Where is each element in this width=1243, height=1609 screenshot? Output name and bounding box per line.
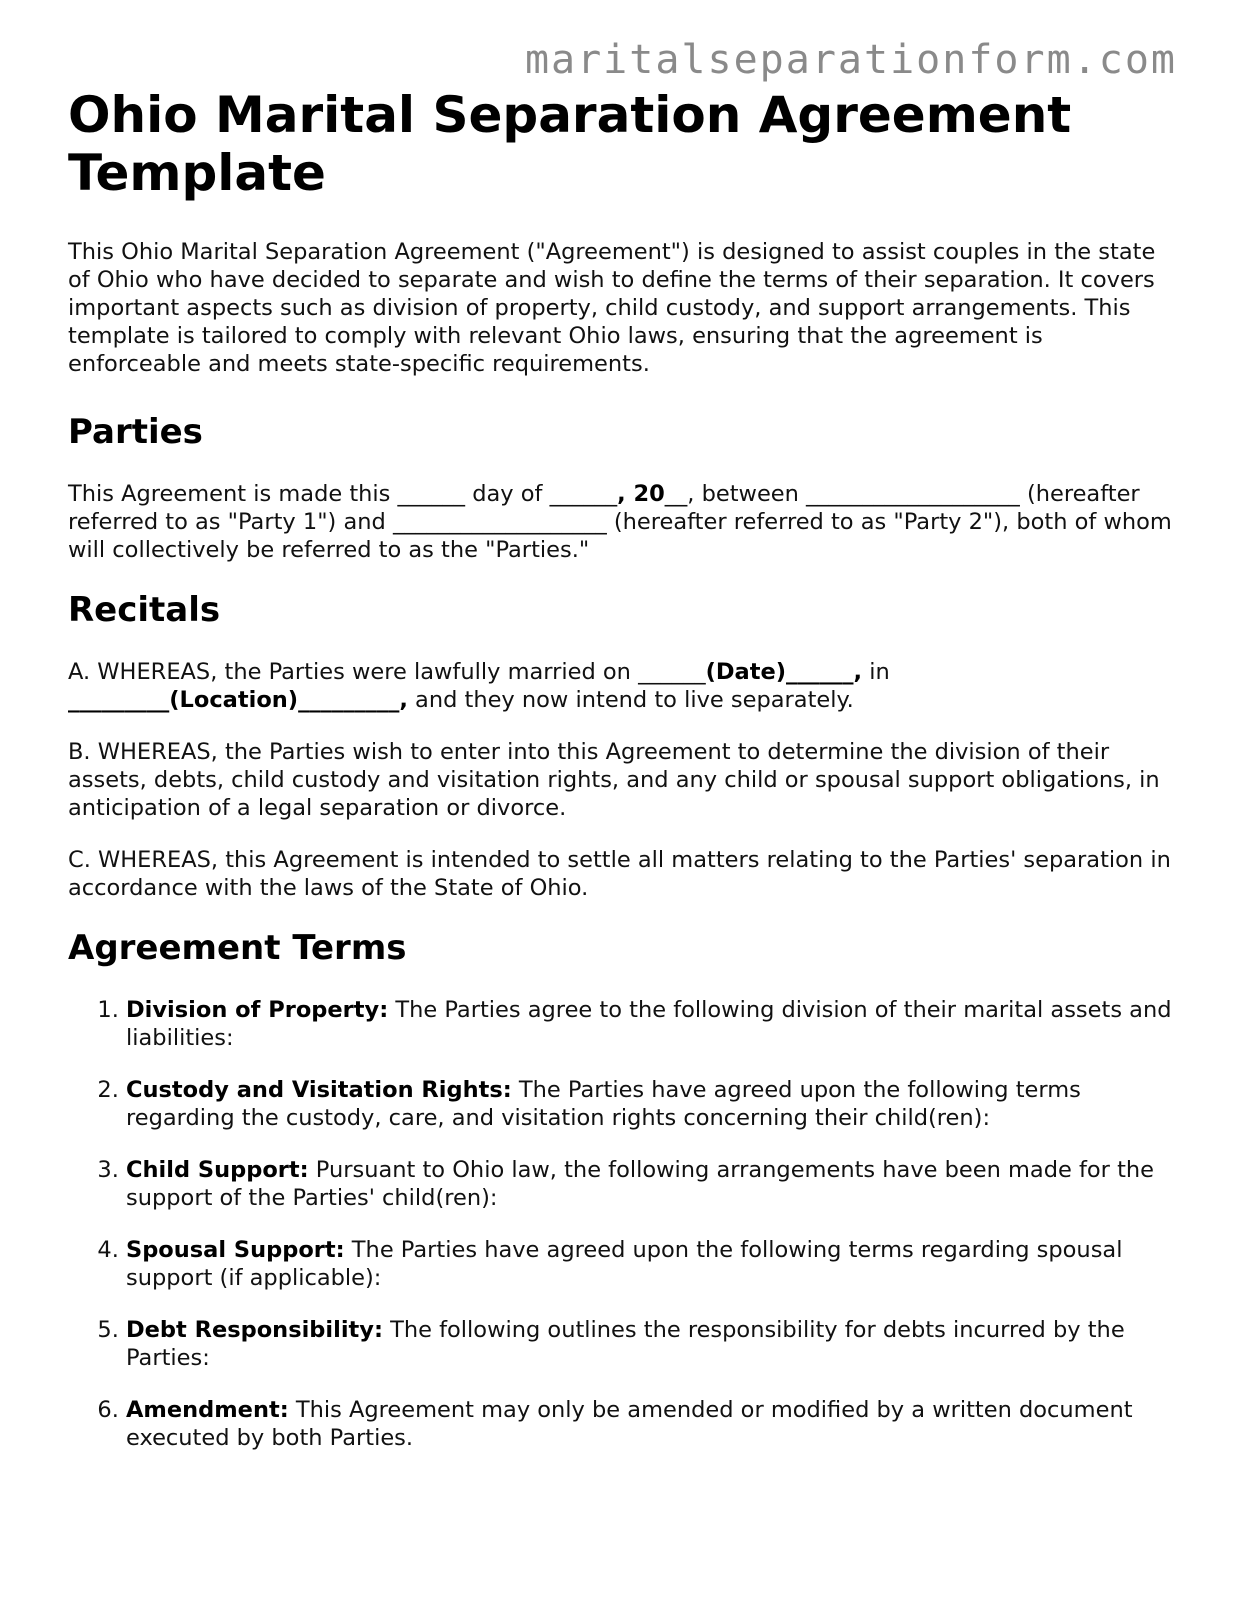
parties-text-2: __, between ___________________ (hereafter referred to as "Party 1") and ___________________ (hereafter referred to as "Party 2"), both of whom will collectively be referred to as the "Parties." xyxy=(68,481,1172,563)
intro-paragraph: This Ohio Marital Separation Agreement ("Agreement") is designed to assist couples in the state of Ohio who have decided to separate and wish to define the terms of their separation. It covers important aspects such as division of property, child custody, and support arrangements. This template is tailored to comply with relevant Ohio laws, ensuring that the agreement is enforceable and meets state-specific requirements. xyxy=(68,239,1156,377)
term-label: Division of Property: xyxy=(126,997,389,1023)
term-text: The Parties have agreed upon the following terms regarding spousal support (if applicable): xyxy=(126,1237,1123,1291)
recital-a xyxy=(68,658,1178,714)
agreement-terms-list xyxy=(68,996,1178,1452)
term-item-custody-visitation xyxy=(126,1076,1178,1132)
term-label: Child Support: xyxy=(126,1157,309,1183)
term-text: The Parties agree to the following division of their marital assets and liabilities: xyxy=(126,997,1172,1051)
term-item-child-support xyxy=(126,1156,1178,1212)
document-page xyxy=(68,86,1178,1476)
recital-a-date-bold: (Date)______, xyxy=(705,659,863,685)
agreement-terms-heading: Agreement Terms xyxy=(68,928,407,968)
recitals-heading: Recitals xyxy=(68,590,221,630)
term-text: This Agreement may only be amended or modified by a written document executed by both Parties. xyxy=(126,1397,1133,1451)
recital-b: B. WHEREAS, the Parties wish to enter into this Agreement to determine the division of their assets, debts, child custody and visitation rights, and any child or spousal support obligations, in anticipation of a legal separation or divorce. xyxy=(68,739,1160,821)
term-text: The following outlines the responsibility for debts incurred by the Parties: xyxy=(126,1317,1125,1371)
term-item-division-of-property xyxy=(126,996,1178,1052)
document-title: Ohio Marital Separation Agreement Template xyxy=(68,86,1072,202)
term-text: The Parties have agreed upon the following terms regarding the custody, care, and visitation rights concerning their child(ren): xyxy=(126,1077,1081,1131)
recital-a-location-bold: _________(Location)_________, xyxy=(68,687,408,713)
recital-a-text-3: and they now intend to live separately. xyxy=(407,687,854,713)
term-item-debt-responsibility xyxy=(126,1316,1178,1372)
term-text: Pursuant to Ohio law, the following arrangements have been made for the support of the Parties' child(ren): xyxy=(126,1157,1155,1211)
parties-text-1: This Agreement is made this ______ day of ______ xyxy=(68,481,618,507)
parties-paragraph xyxy=(68,480,1178,564)
term-label: Amendment: xyxy=(126,1397,289,1423)
parties-heading: Parties xyxy=(68,412,203,452)
term-label: Custody and Visitation Rights: xyxy=(126,1077,512,1103)
recital-a-text-2: in xyxy=(862,659,890,685)
term-label: Spousal Support: xyxy=(126,1237,345,1263)
term-item-spousal-support xyxy=(126,1236,1178,1292)
term-item-amendment xyxy=(126,1396,1178,1452)
parties-year-bold: , 20 xyxy=(617,481,665,507)
site-watermark: maritalseparationform.com xyxy=(524,37,1177,83)
recital-c: C. WHEREAS, this Agreement is intended to settle all matters relating to the Parties' separation in accordance with the laws of the State of Ohio. xyxy=(68,847,1171,901)
recital-a-text-1: A. WHEREAS, the Parties were lawfully married on ______ xyxy=(68,659,706,685)
term-label: Debt Responsibility: xyxy=(126,1317,383,1343)
